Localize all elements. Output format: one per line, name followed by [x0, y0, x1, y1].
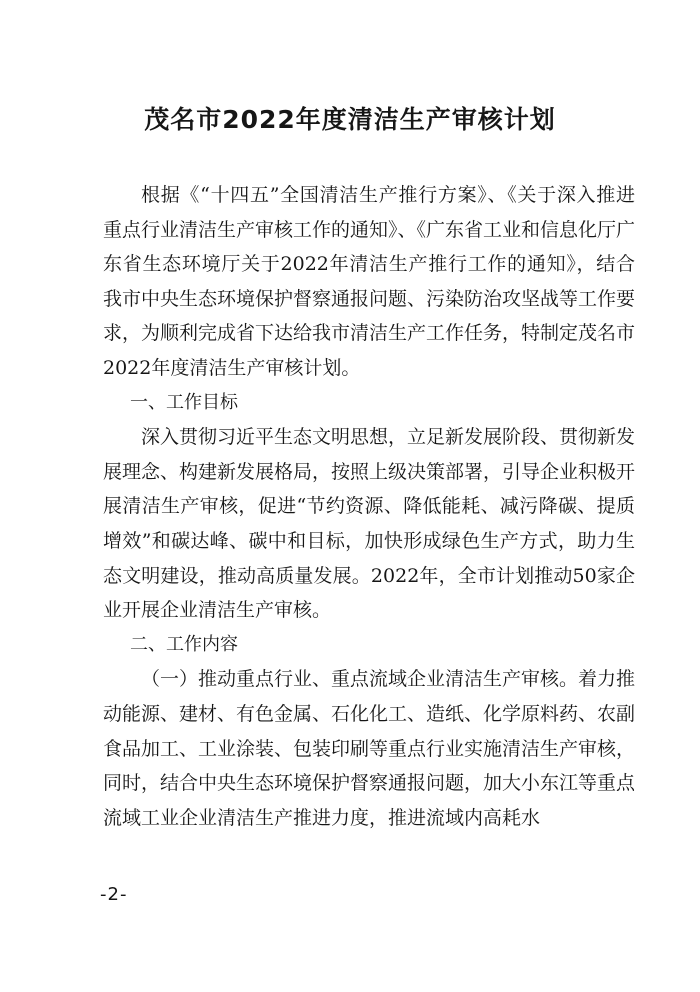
content-item-1-paragraph: （一）推动重点行业、重点流域企业清洁生产审核。着力推动能源、建材、有色金属、石化化工、造纸、化学原料药、农副食品加工、工业涂装、包装印刷等重点行业实施清洁生产审核，同时，结合中央生态环境保护督察通报问题，加大小东江等重点流域工业企业清洁生产推进力度，推进流域内高耗水	[103, 668, 636, 829]
section-heading-content: 二、工作内容	[130, 633, 238, 655]
document-body	[103, 178, 635, 835]
page-number: -2-	[100, 884, 128, 905]
section-heading-goals: 一、工作目标	[130, 391, 238, 413]
intro-paragraph: 根据《“十四五”全国清洁生产推行方案》、《关于深入推进重点行业清洁生产审核工作的通知》、《广东省工业和信息化厅广东省生态环境厅关于2022年清洁生产推行工作的通知》，结合我市中央生态环境保护督察通报问题、污染防治攻坚战等工作要求，为顺利完成省下达给我市清洁生产工作任务，特制定茂名市2022年度清洁生产审核计划。	[103, 184, 636, 379]
document-title: 茂名市2022年度清洁生产审核计划	[144, 105, 556, 134]
goals-paragraph: 深入贯彻习近平生态文明思想，立足新发展阶段、贯彻新发展理念、构建新发展格局，按照上级决策部署，引导企业积极开展清洁生产审核，促进“节约资源、降低能耗、减污降碳、提质增效”和碳达峰、碳中和目标，加快形成绿色生产方式，助力生态文明建设，推动高质量发展。2022年，全市计划推动50家企业开展企业清洁生产审核。	[103, 426, 636, 622]
